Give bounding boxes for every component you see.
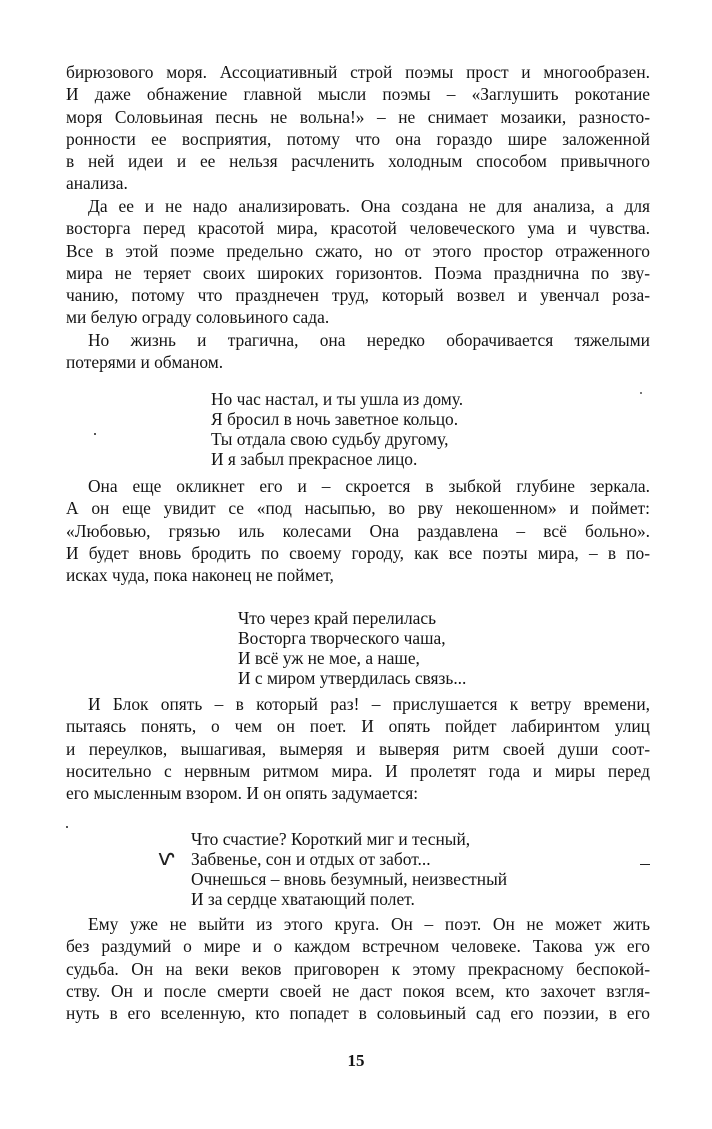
text-line: Да ее и не надо анализировать. Она создана не для анализа, а для bbox=[88, 196, 650, 216]
verse-line: Восторга творческого чаша, bbox=[238, 628, 446, 648]
verse-line: И с миром утвердилась связь... bbox=[238, 668, 467, 688]
paragraph-5 bbox=[66, 693, 650, 804]
text-line: без раздумий о мире и о каждом встречном человеке. Такова уж его bbox=[66, 936, 650, 957]
check-mark-icon: ⱱ bbox=[158, 846, 175, 871]
text-line: мира не теряет своих широких горизонтов. Поэма празднична по зву- bbox=[66, 262, 650, 283]
text-line: Она еще окликнет его и – скроется в зыбкой глубине зеркала. bbox=[88, 476, 650, 496]
paragraph-4 bbox=[66, 475, 650, 586]
text-line: И даже обнажение главной мысли поэмы – «Заглушить рокотание bbox=[66, 84, 650, 105]
text-line: носительно с нервным ритмом мира. И пролетят года и миры перед bbox=[66, 760, 650, 781]
verse-stanza-3 bbox=[191, 829, 507, 909]
scan-dot bbox=[66, 826, 68, 828]
text-line: исках чуда, пока наконец не поймет, bbox=[66, 565, 334, 586]
paragraph-3 bbox=[66, 329, 650, 374]
text-line: Но жизнь и трагична, она нередко оборачивается тяжелыми bbox=[88, 330, 650, 350]
text-line: бирюзового моря. Ассоциативный строй поэмы прост и многообразен. bbox=[66, 62, 650, 82]
text-line: ми белую ограду соловьиного сада. bbox=[66, 307, 330, 328]
text-line: ронности ее восприятия, потому что она гораздо шире заложенной bbox=[66, 128, 650, 149]
text-line: И будет вновь бродить по своему городу, как все поэты мира, – в по- bbox=[66, 542, 650, 563]
text-line: ству. Он и после смерти своей не даст покоя всем, кто захочет взгля- bbox=[66, 980, 650, 1001]
text-line: восторга перед красотой мира, красотой человеческого ума и чувства. bbox=[66, 218, 650, 239]
verse-line: И всё уж не мое, а наше, bbox=[238, 648, 420, 668]
text-line: Ему уже не выйти из этого круга. Он – поэт. Он не может жить bbox=[88, 914, 650, 934]
text-line: потерями и обманом. bbox=[66, 352, 224, 373]
text-line: его мысленным взором. И он опять задумается: bbox=[66, 783, 419, 804]
text-line: и переулков, вышагивая, вымеряя и выверяя ритм своей души соот- bbox=[66, 738, 650, 759]
scan-dot bbox=[94, 433, 96, 435]
text-line: нуть в его вселенную, кто попадет в соловьиный сад его поэзии, в его bbox=[66, 1003, 650, 1024]
verse-line: И за сердце хватающий полет. bbox=[191, 889, 415, 909]
verse-stanza-1 bbox=[211, 389, 463, 469]
verse-line: Но час настал, и ты ушла из дому. bbox=[211, 389, 464, 409]
text-line: А он еще увидит се «под насыпью, во рву некошенном» и поймет: bbox=[66, 498, 650, 519]
scan-dot bbox=[640, 392, 642, 394]
page-number: 15 bbox=[347, 1051, 365, 1070]
text-line: чанию, потому что празднечен труд, который возвел и увенчал роза- bbox=[66, 285, 650, 306]
paragraph-1 bbox=[66, 61, 650, 195]
margin-dash-mark bbox=[640, 864, 650, 865]
verse-line: Забвенье, сон и отдых от забот... bbox=[191, 849, 431, 869]
verse-line: Что через край перелилась bbox=[238, 608, 437, 628]
verse-line: Что счастие? Короткий миг и тесный, bbox=[191, 829, 471, 849]
text-line: моря Соловьиная песнь не вольна!» – не снимает мозаики, разносто- bbox=[66, 106, 650, 127]
verse-line: Ты отдала свою судьбу другому, bbox=[211, 429, 449, 449]
verse-line: И я забыл прекрасное лицо. bbox=[211, 449, 418, 469]
text-line: пытаясь понять, о чем он поет. И опять пойдет лабиринтом улиц bbox=[66, 716, 650, 737]
text-line: в ней идеи и ее нельзя расчленить холодным способом привычного bbox=[66, 151, 650, 172]
verse-stanza-2 bbox=[238, 608, 466, 688]
text-line: Все в этой поэме предельно сжато, но от этого простор отраженного bbox=[66, 240, 650, 261]
verse-line: Очнешься – вновь безумный, неизвестный bbox=[191, 869, 508, 889]
text-line: И Блок опять – в который раз! – прислушается к ветру времени, bbox=[88, 694, 650, 714]
paragraph-2 bbox=[66, 195, 650, 329]
text-line: анализа. bbox=[66, 173, 128, 194]
paragraph-6 bbox=[66, 913, 650, 1024]
text-line: «Любовью, грязью иль колесами Она раздавлена – всё больно». bbox=[66, 520, 650, 541]
text-line: судьба. Он на веки веков приговорен к этому прекрасному беспокой- bbox=[66, 958, 650, 979]
verse-line: Я бросил в ночь заветное кольцо. bbox=[211, 409, 459, 429]
